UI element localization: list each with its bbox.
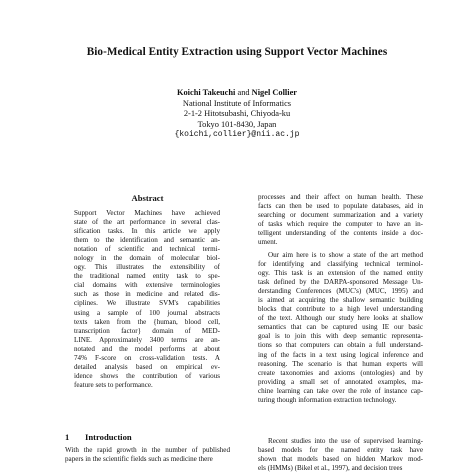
text-line: sification tasks. In this article we apply	[74, 227, 220, 236]
text-line: chine learning can take over the role of instance cap-	[258, 386, 423, 395]
text-line: create taxonomies and axioms (ontologies) and by	[258, 368, 423, 377]
text-line: ing of the facts in a text using logical inference and	[258, 350, 423, 359]
text-line: reasoning. The scenario is that human experts will	[258, 359, 423, 368]
text-line: of tasks which require the computer to have an in-	[258, 220, 423, 229]
section-heading-introduction	[65, 432, 132, 442]
text-line: Support Vector Machines have achieved	[74, 209, 220, 217]
abstract-text	[74, 209, 220, 390]
text-line: blocks that contribute to a high level understanding	[258, 305, 423, 314]
text-line: tions so that computers can obtain a full understand-	[258, 341, 423, 350]
text-line: detailed analysis based on empirical ev-	[74, 362, 220, 371]
text-line: shown that models based on hidden Markov mod-	[258, 455, 423, 464]
text-line: els (HMMs) (Bikel et al., 1997), and decision trees	[258, 464, 403, 473]
text-line: ogy. This illustrates the extensibility of	[74, 263, 220, 272]
text-line: the traditional named entity task to spe-	[74, 272, 220, 281]
author-block	[0, 88, 474, 141]
text-line: 74% F-score on cross-validation tests. A	[74, 353, 220, 362]
text-line: nology in the domain of molecular biol-	[74, 254, 220, 263]
right-column-paragraph	[258, 251, 423, 405]
author-conjunction: and	[237, 88, 250, 97]
text-line: task defined by the DARPA-sponsored Message Un-	[258, 278, 423, 287]
author-name: Nigel Collier	[251, 88, 298, 97]
right-column-paragraph	[258, 193, 423, 247]
text-line: ument.	[258, 238, 278, 247]
text-line: ogy. This task is an extension of the named entity	[258, 269, 423, 278]
text-line: derstanding Conferences (MUC's) (MUC, 1995) and	[258, 287, 423, 296]
text-line: feature sets to performance.	[74, 380, 153, 389]
text-line: notated and the model performs at about	[74, 344, 220, 353]
text-line: ciplines. We illustrate SVM's capabilities	[74, 299, 220, 308]
introduction-text	[65, 446, 230, 464]
text-line: With the rapid growth in the number of published	[65, 446, 230, 454]
text-line: Our aim here is to show a state of the art method	[268, 251, 423, 259]
text-line: telligent understanding of the contents inside a doc-	[258, 229, 423, 238]
text-line: based models for the named entity task have	[258, 446, 423, 455]
author-name: Koichi Takeuchi	[176, 88, 236, 97]
paper-title: Bio-Medical Entity Extraction using Support Vector Machines	[86, 46, 388, 58]
text-line: turing though information extraction technology.	[258, 395, 397, 404]
text-line: processes and their affect on human health. These	[258, 193, 423, 201]
text-line: idence shows the contribution of various	[74, 371, 220, 380]
section-number: 1	[65, 432, 70, 442]
text-line: searching or document summarization and a variety	[258, 211, 423, 220]
text-line: cial domains with extensive terminologies	[74, 281, 220, 290]
text-line: papers in the scientific fields such as medicine there	[65, 455, 213, 464]
text-line: of the text. Although our study here looks at shallow	[258, 314, 423, 323]
text-line: providing a small set of annotated examples, ma-	[258, 377, 423, 386]
text-line: them to the identification and semantic an-	[74, 236, 220, 245]
text-line: facts can then be used to populate databases, aid in	[258, 202, 423, 211]
text-line: is aimed at acquiring the shallow semantic building	[258, 296, 423, 305]
section-title: Introduction	[85, 432, 132, 442]
text-line: LINE. Approximately 3400 terms are an-	[74, 335, 220, 344]
author-email: {koichi,collier}@nii.ac.jp	[174, 130, 300, 140]
address-line: 2-1-2 Hitotsubashi, Chiyoda-ku	[183, 109, 291, 119]
address-line: Tokyo 101-8430, Japan	[197, 119, 277, 129]
text-line: for identifying and classifying technical terminol-	[258, 260, 423, 269]
text-line: goal is to join this with deep semantic representa-	[258, 332, 423, 341]
text-line: texts taken from the {human, blood cell,	[74, 317, 220, 326]
text-line: using a sample of 100 journal abstracts	[74, 308, 220, 317]
text-line: semantics that can be captured using IE our basic	[258, 323, 423, 332]
right-column-paragraph	[258, 437, 423, 473]
text-line: transcription factor} domain of MED-	[74, 326, 220, 335]
author-names	[0, 88, 474, 99]
text-line: notation of scientific and technical termi-	[74, 245, 220, 254]
affiliation: National Institute of Informatics	[182, 98, 292, 108]
abstract-heading: Abstract	[131, 193, 164, 203]
text-line: such as those in medicine and related dis-	[74, 290, 220, 299]
text-line: state of the art performance in several clas-	[74, 218, 220, 227]
text-line: Recent studies into the use of supervised learning-	[268, 437, 423, 445]
